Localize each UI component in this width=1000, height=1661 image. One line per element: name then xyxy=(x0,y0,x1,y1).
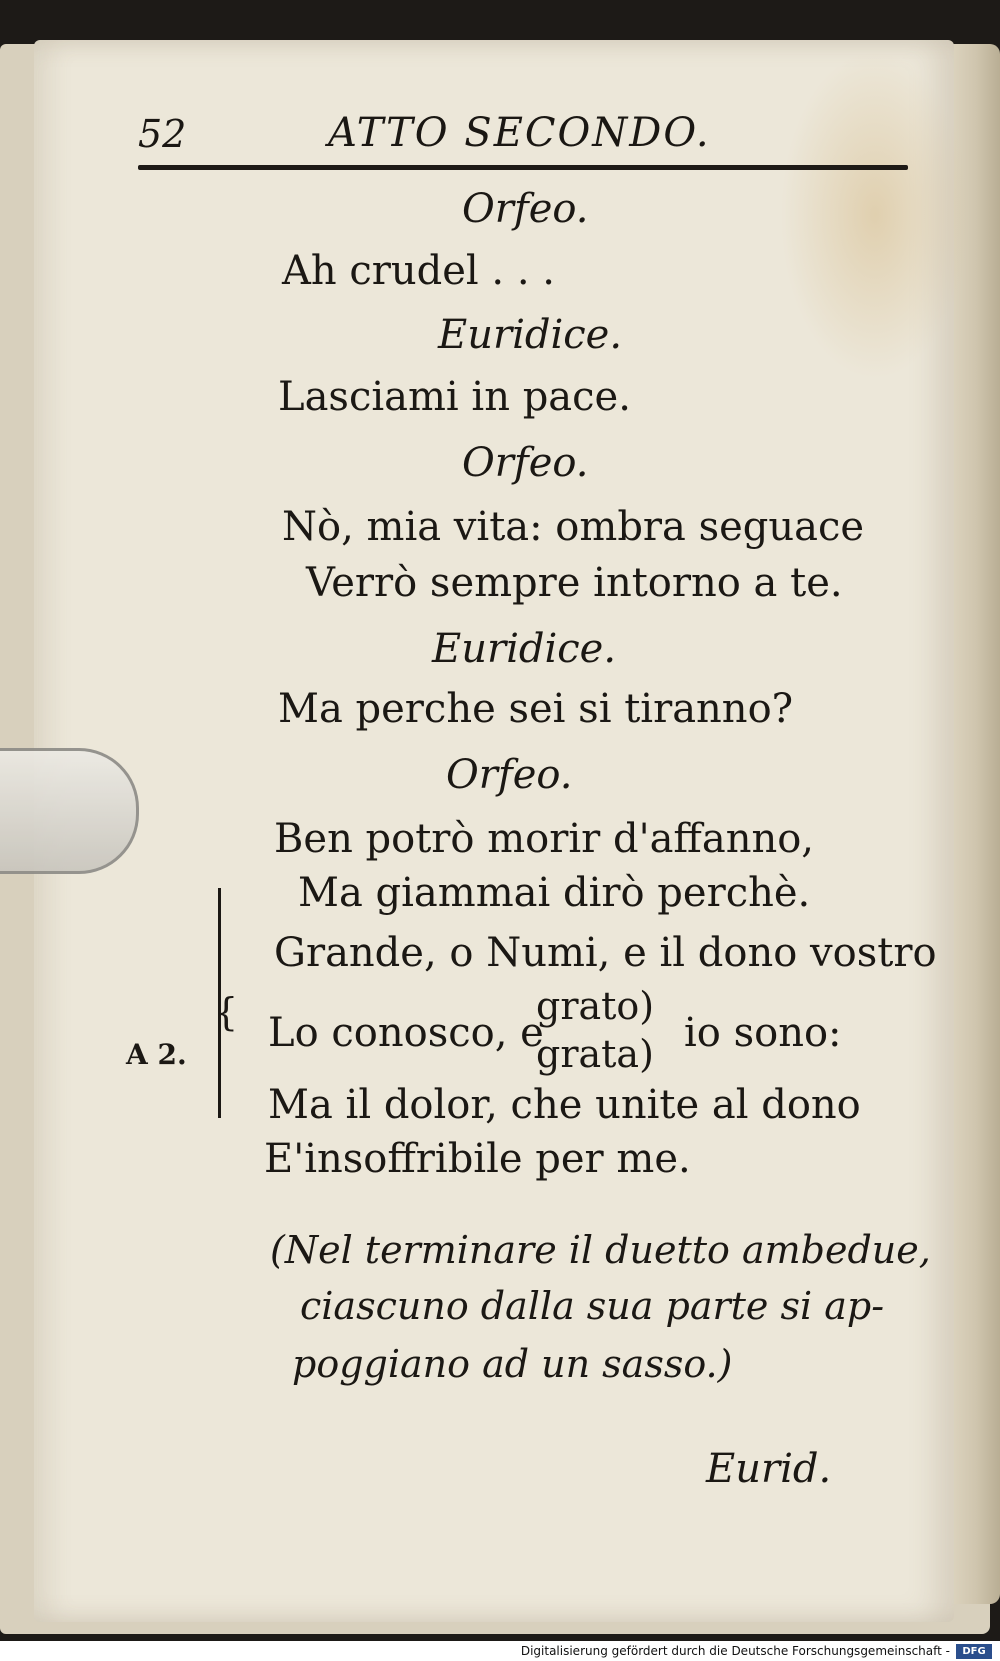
duet-line: Ma il dolor, che unite al dono xyxy=(268,1082,861,1128)
speaker-orfeo: Orfeo. xyxy=(446,752,573,798)
verse-line: Lasciami in pace. xyxy=(278,374,631,420)
verse-line: Ah crudel . . . xyxy=(282,248,556,294)
verse-line: Nò, mia vita: ombra seguace xyxy=(282,504,865,550)
speaker-euridice: Euridice. xyxy=(432,626,617,672)
digitization-footer xyxy=(0,1641,1000,1661)
water-stain xyxy=(780,50,970,380)
duet-line: Lo conosco, e xyxy=(268,1010,544,1056)
duet-line: Grande, o Numi, e il dono vostro xyxy=(274,930,937,976)
speaker-euridice: Euridice. xyxy=(438,312,623,358)
running-title: ATTO SECONDO. xyxy=(328,110,711,156)
footer-credit: Digitalisierung gefördert durch die Deutsche Forschungsgemeinschaft - xyxy=(520,1644,950,1658)
verse-line: Verrò sempre intorno a te. xyxy=(306,560,843,606)
stage-direction-line: ciascuno dalla sua parte si ap- xyxy=(300,1284,885,1328)
stage-direction-line: (Nel terminare il duetto ambedue, xyxy=(270,1228,931,1272)
duet-variant-lower: grata) xyxy=(536,1032,654,1076)
speaker-orfeo: Orfeo. xyxy=(462,186,589,232)
verse-line: Ben potrò morir d'affanno, xyxy=(274,816,815,862)
speaker-orfeo: Orfeo. xyxy=(462,440,589,486)
catchword: Eurid. xyxy=(706,1446,832,1492)
duet-line: E'insoffribile per me. xyxy=(264,1136,691,1182)
duet-label: A 2. xyxy=(126,1038,187,1071)
page-clip xyxy=(0,748,139,874)
duet-brace-point: { xyxy=(214,990,239,1034)
header-rule xyxy=(138,165,908,170)
duet-variant-upper: grato) xyxy=(536,984,655,1028)
verse-line: Ma perche sei si tiranno? xyxy=(278,686,794,732)
stage-direction-line: poggiano ad un sasso.) xyxy=(292,1342,733,1386)
page-number: 52 xyxy=(138,112,187,156)
duet-line: io sono: xyxy=(684,1010,842,1056)
dfg-logo: DFG xyxy=(956,1644,992,1659)
page-header xyxy=(138,110,908,170)
verse-line: Ma giammai dirò perchè. xyxy=(298,870,811,916)
